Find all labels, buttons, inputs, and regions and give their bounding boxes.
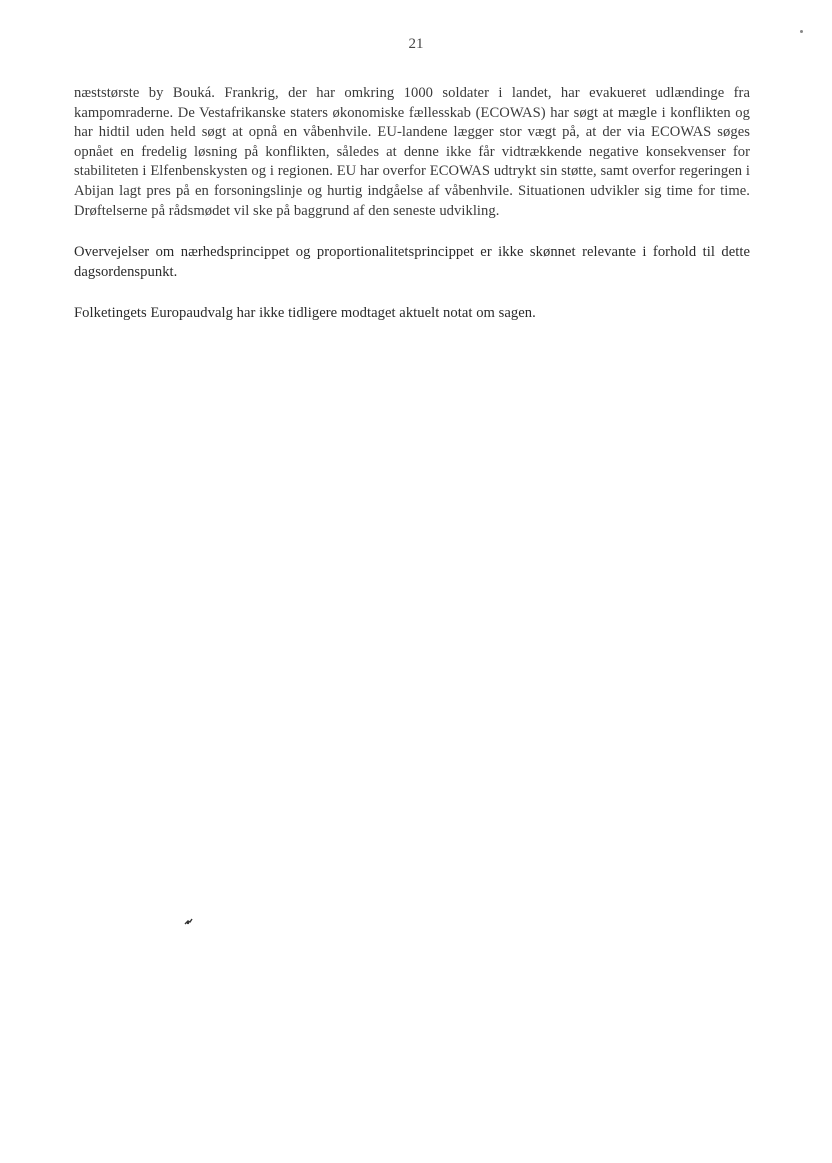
paragraph-subsidiarity: Overvejelser om nærhedsprincippet og proportionalitetsprincippet er ikke skønnet relevante i forhold til dette dagsordenspunkt. xyxy=(74,244,750,280)
paragraph-situation: næststørste by Bouká. Frankrig, der har omkring 1000 soldater i landet, har evakueret udlændinge fra kampomraderne. De Vestafrikanske staters økonomiske fællesskab (ECOWAS) har søgt at mægle i konflikten og har hidtil uden held søgt at opnå en våbenhvile. EU-landene lægger stor vægt på, at der via ECOWAS søges opnået en fredelig løsning på konflikten, således at denne ikke får vidtrækkende negative konsekvenser for stabiliteten i Elfenbenskysten og i regionen. EU har overfor ECOWAS udtrykt sin støtte, samt overfor regeringen i Abijan lagt pres på en forsoningslinje og hurtig indgåelse af våbenhvile. Situationen udvikler sig time for time. Drøftelserne på rådsmødet vil ske på baggrund af den seneste udvikling. xyxy=(74,85,750,219)
paragraph-committee: Folketingets Europaudvalg har ikke tidligere modtaget aktuelt notat om sagen. xyxy=(74,305,536,322)
scan-mark xyxy=(184,918,193,926)
document-body xyxy=(74,84,750,346)
page-number: 21 xyxy=(408,36,424,52)
scan-speck xyxy=(800,30,803,33)
